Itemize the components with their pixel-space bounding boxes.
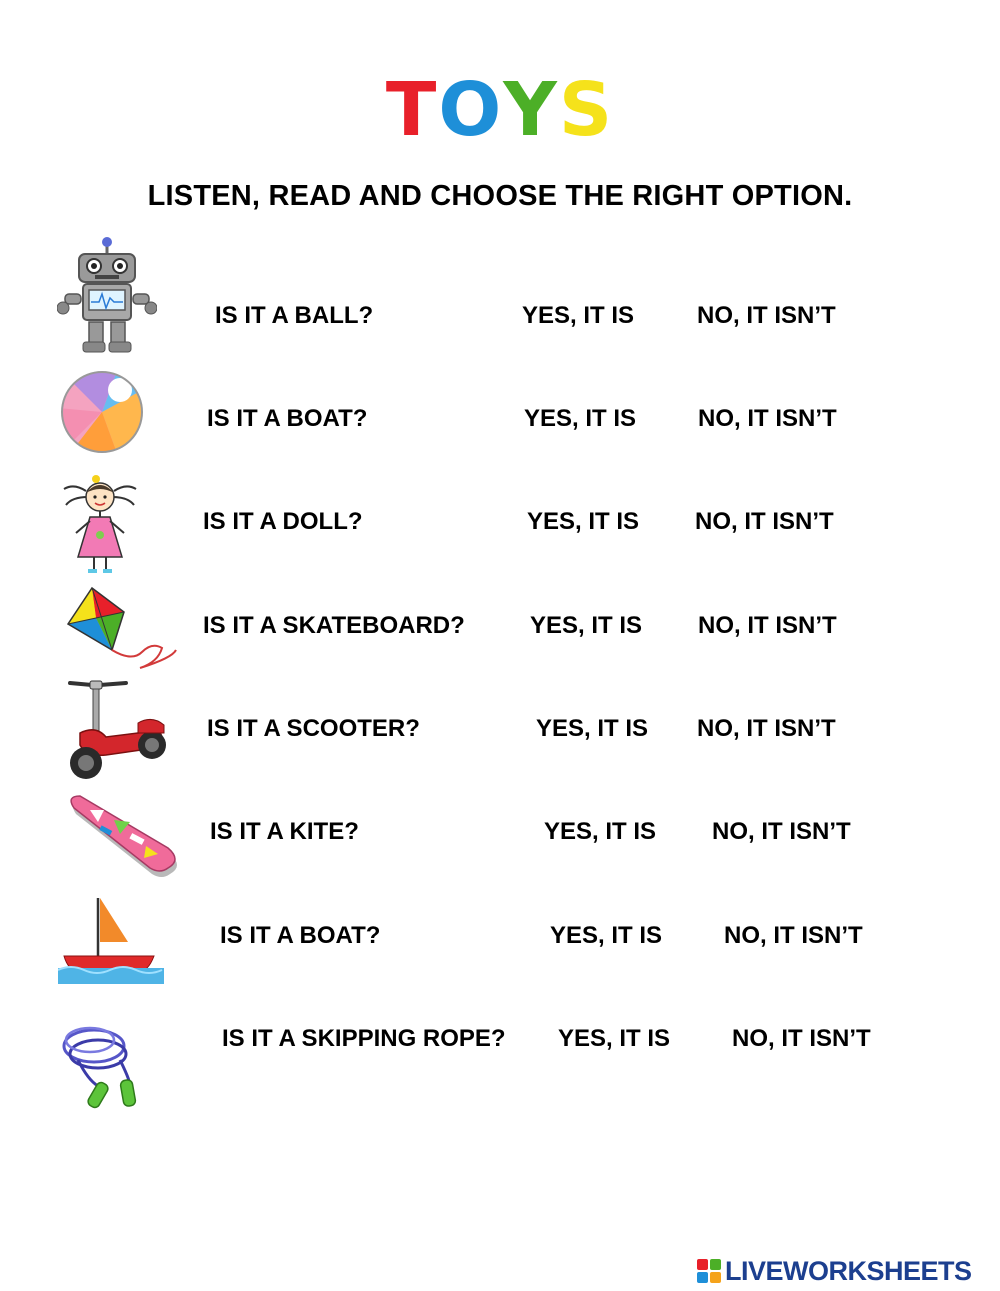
question-text: IS IT A BALL? — [215, 302, 374, 329]
answer-no-option[interactable]: NO, IT ISN’T — [697, 715, 836, 742]
question-text: IS IT A SCOOTER? — [207, 715, 420, 742]
title-letter-s: S — [558, 67, 615, 153]
question-text: IS IT A SKATEBOARD? — [203, 612, 465, 639]
title-letter-t: T — [385, 67, 439, 153]
liveworksheets-logo-icon — [697, 1259, 721, 1283]
logo-text: LIVEWORKSHEETS — [725, 1255, 972, 1286]
answer-yes-option[interactable]: YES, IT IS — [522, 302, 635, 329]
answer-no-option[interactable]: NO, IT ISN’T — [712, 818, 851, 845]
question-text: IS IT A BOAT? — [207, 405, 368, 432]
title-letter-o: O — [438, 67, 504, 153]
beach-ball-icon — [58, 368, 146, 456]
answer-no-option[interactable]: NO, IT ISN’T — [695, 508, 834, 535]
sailboat-icon — [58, 894, 164, 986]
answer-no-option[interactable]: NO, IT ISN’T — [697, 302, 836, 329]
skateboard-icon — [60, 788, 184, 884]
robot-icon — [57, 236, 157, 354]
skipping-rope-icon — [58, 1020, 150, 1112]
answer-yes-option[interactable]: YES, IT IS — [527, 508, 640, 535]
question-text: IS IT A BOAT? — [220, 922, 381, 949]
answer-no-option[interactable]: NO, IT ISN’T — [698, 405, 837, 432]
worksheet-title — [0, 67, 1000, 153]
doll-icon — [58, 475, 142, 575]
answer-yes-option[interactable]: YES, IT IS — [550, 922, 663, 949]
question-text: IS IT A KITE? — [210, 818, 359, 845]
question-text: IS IT A DOLL? — [203, 508, 363, 535]
answer-yes-option[interactable]: YES, IT IS — [558, 1025, 671, 1052]
kite-icon — [62, 582, 180, 672]
scooter-icon — [66, 675, 168, 783]
answer-yes-option[interactable]: YES, IT IS — [544, 818, 657, 845]
title-letter-y: Y — [503, 67, 559, 153]
answer-no-option[interactable]: NO, IT ISN’T — [724, 922, 863, 949]
answer-yes-option[interactable]: YES, IT IS — [524, 405, 637, 432]
question-text: IS IT A SKIPPING ROPE? — [222, 1025, 506, 1052]
instruction-text: LISTEN, READ AND CHOOSE THE RIGHT OPTION. — [147, 180, 853, 212]
answer-no-option[interactable]: NO, IT ISN’T — [732, 1025, 871, 1052]
answer-yes-option[interactable]: YES, IT IS — [536, 715, 649, 742]
answer-yes-option[interactable]: YES, IT IS — [530, 612, 643, 639]
answer-no-option[interactable]: NO, IT ISN’T — [698, 612, 837, 639]
liveworksheets-logo — [697, 1255, 972, 1287]
